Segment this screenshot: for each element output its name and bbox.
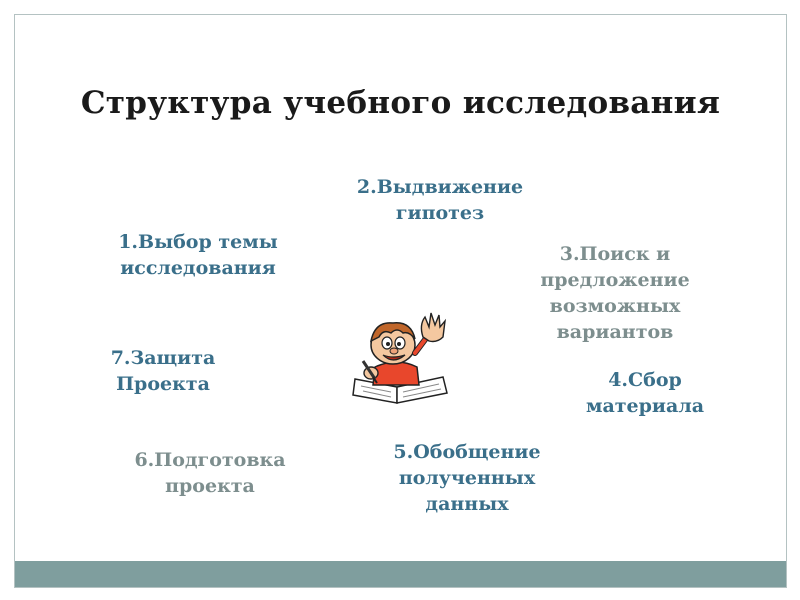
step-6-label: 6.Подготовка проекта <box>134 449 286 497</box>
slide-frame <box>14 14 787 588</box>
step-7-label: 7.Защита Проекта <box>110 347 216 395</box>
bottom-bar <box>15 561 786 587</box>
step-1-label: 1.Выбор темы исследования <box>118 231 278 279</box>
step-4-label: 4.Сбор материала <box>585 369 705 417</box>
step-2-label: 2.Выдвижение гипотез <box>356 176 524 224</box>
slide-title: Структура учебного исследования <box>80 85 721 121</box>
cartoon-boy-writing-icon <box>345 307 455 407</box>
step-3-label: 3.Поиск и предложение возможных вариантов <box>540 243 690 343</box>
step-5-label: 5.Обобщение полученных данных <box>393 441 541 515</box>
